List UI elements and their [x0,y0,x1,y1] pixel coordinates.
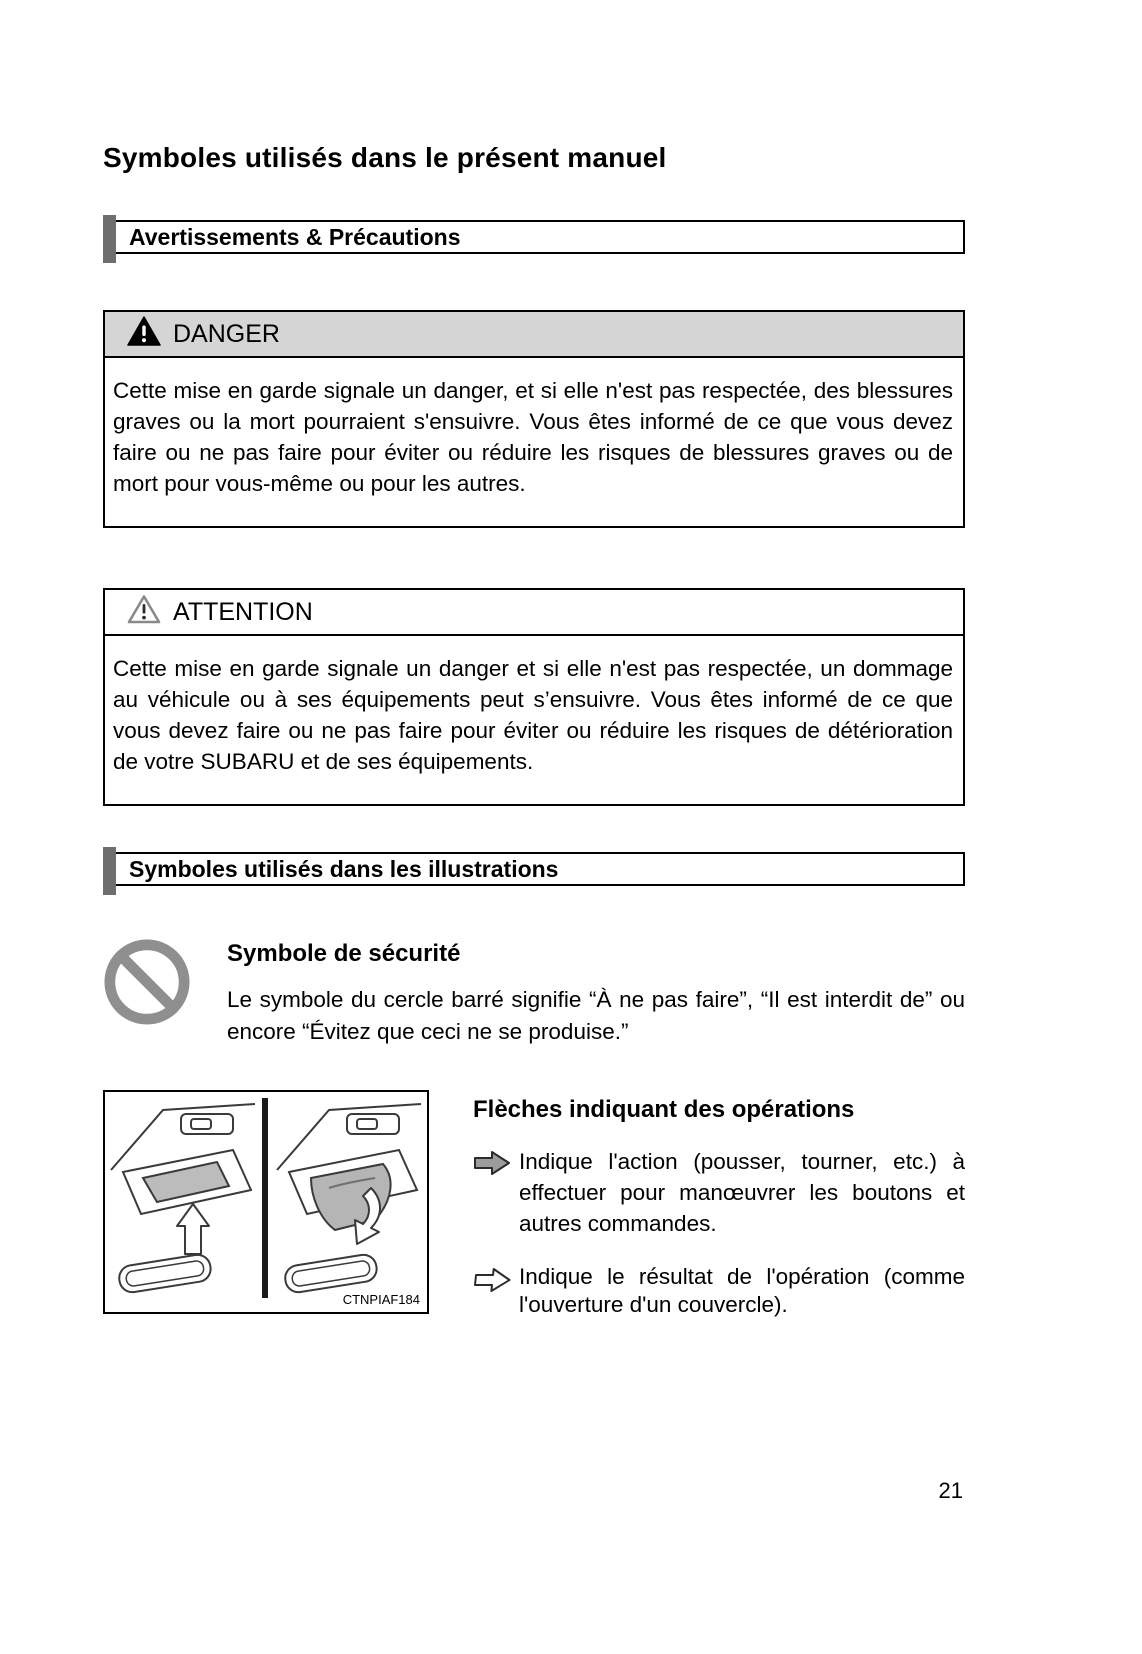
overhead-console-illustration [103,1090,429,1314]
danger-box [103,310,965,528]
danger-text: Cette mise en garde signale un danger, et si elle n'est pas respectée, des blessures graves ou la mort pourraient s'ensuivre. Vous êtes informé de ce que vous devez faire ou ne pas faire pour éviter ou réduire les risques de blessures graves ou de mort pour vous-même ou pour les autres. [113,378,953,496]
section-header-label: Avertissements & Précautions [129,223,461,250]
action-arrow-icon [473,1149,511,1239]
manual-page [103,0,965,1654]
console-line-art [105,1092,425,1310]
operation-arrows-heading: Flèches indiquant des opérations [473,1096,855,1123]
safety-symbol-text [227,938,965,1048]
section-header-label: Symboles utilisés dans les illustrations [129,855,559,882]
safety-symbol-body: Le symbole du cercle barré signifie “À ne pas faire”, “Il est interdit de” ou encore “Évitez que ceci ne se produise.” [227,987,965,1044]
illustration-caption: CTNPIAF184 [342,1292,420,1307]
page-title: Symboles utilisés dans le présent manuel [103,142,667,173]
illustration-and-arrows [103,1090,965,1343]
page-number: 21 [938,1478,963,1503]
attention-text: Cette mise en garde signale un danger et si elle n'est pas respectée, un dommage au véhicule ou à ses équipements peut s’ensuivre. Vous êtes informé de ce que vous devez faire ou ne pas faire pour éviter ou réduire les risques de détérioration de votre SUBARU et de ses équipements. [113,656,953,774]
result-arrow-item [473,1263,965,1319]
attention-triangle-icon [127,594,161,631]
operation-arrows-section [473,1090,965,1343]
action-arrow-item [473,1146,965,1239]
section-accent-bar [103,215,116,263]
section-header-illustrations [103,852,965,886]
attention-box [103,588,965,806]
result-arrow-icon [473,1266,511,1319]
danger-triangle-icon [127,316,161,353]
section-accent-bar [103,847,116,895]
danger-header [105,312,963,358]
safety-symbol-section [103,938,965,1048]
action-arrow-text: Indique l'action (pousser, tourner, etc.) à effectuer pour manœuvrer les boutons et autres commandes. [519,1149,965,1236]
attention-header [105,590,963,636]
danger-label: DANGER [173,319,280,348]
prohibition-icon [103,938,191,1048]
section-header-warnings [103,220,965,254]
result-arrow-text: Indique le résultat de l'opération (comme l'ouverture d'un couvercle). [519,1264,965,1317]
safety-symbol-heading: Symbole de sécurité [227,940,461,967]
attention-label: ATTENTION [173,597,313,626]
